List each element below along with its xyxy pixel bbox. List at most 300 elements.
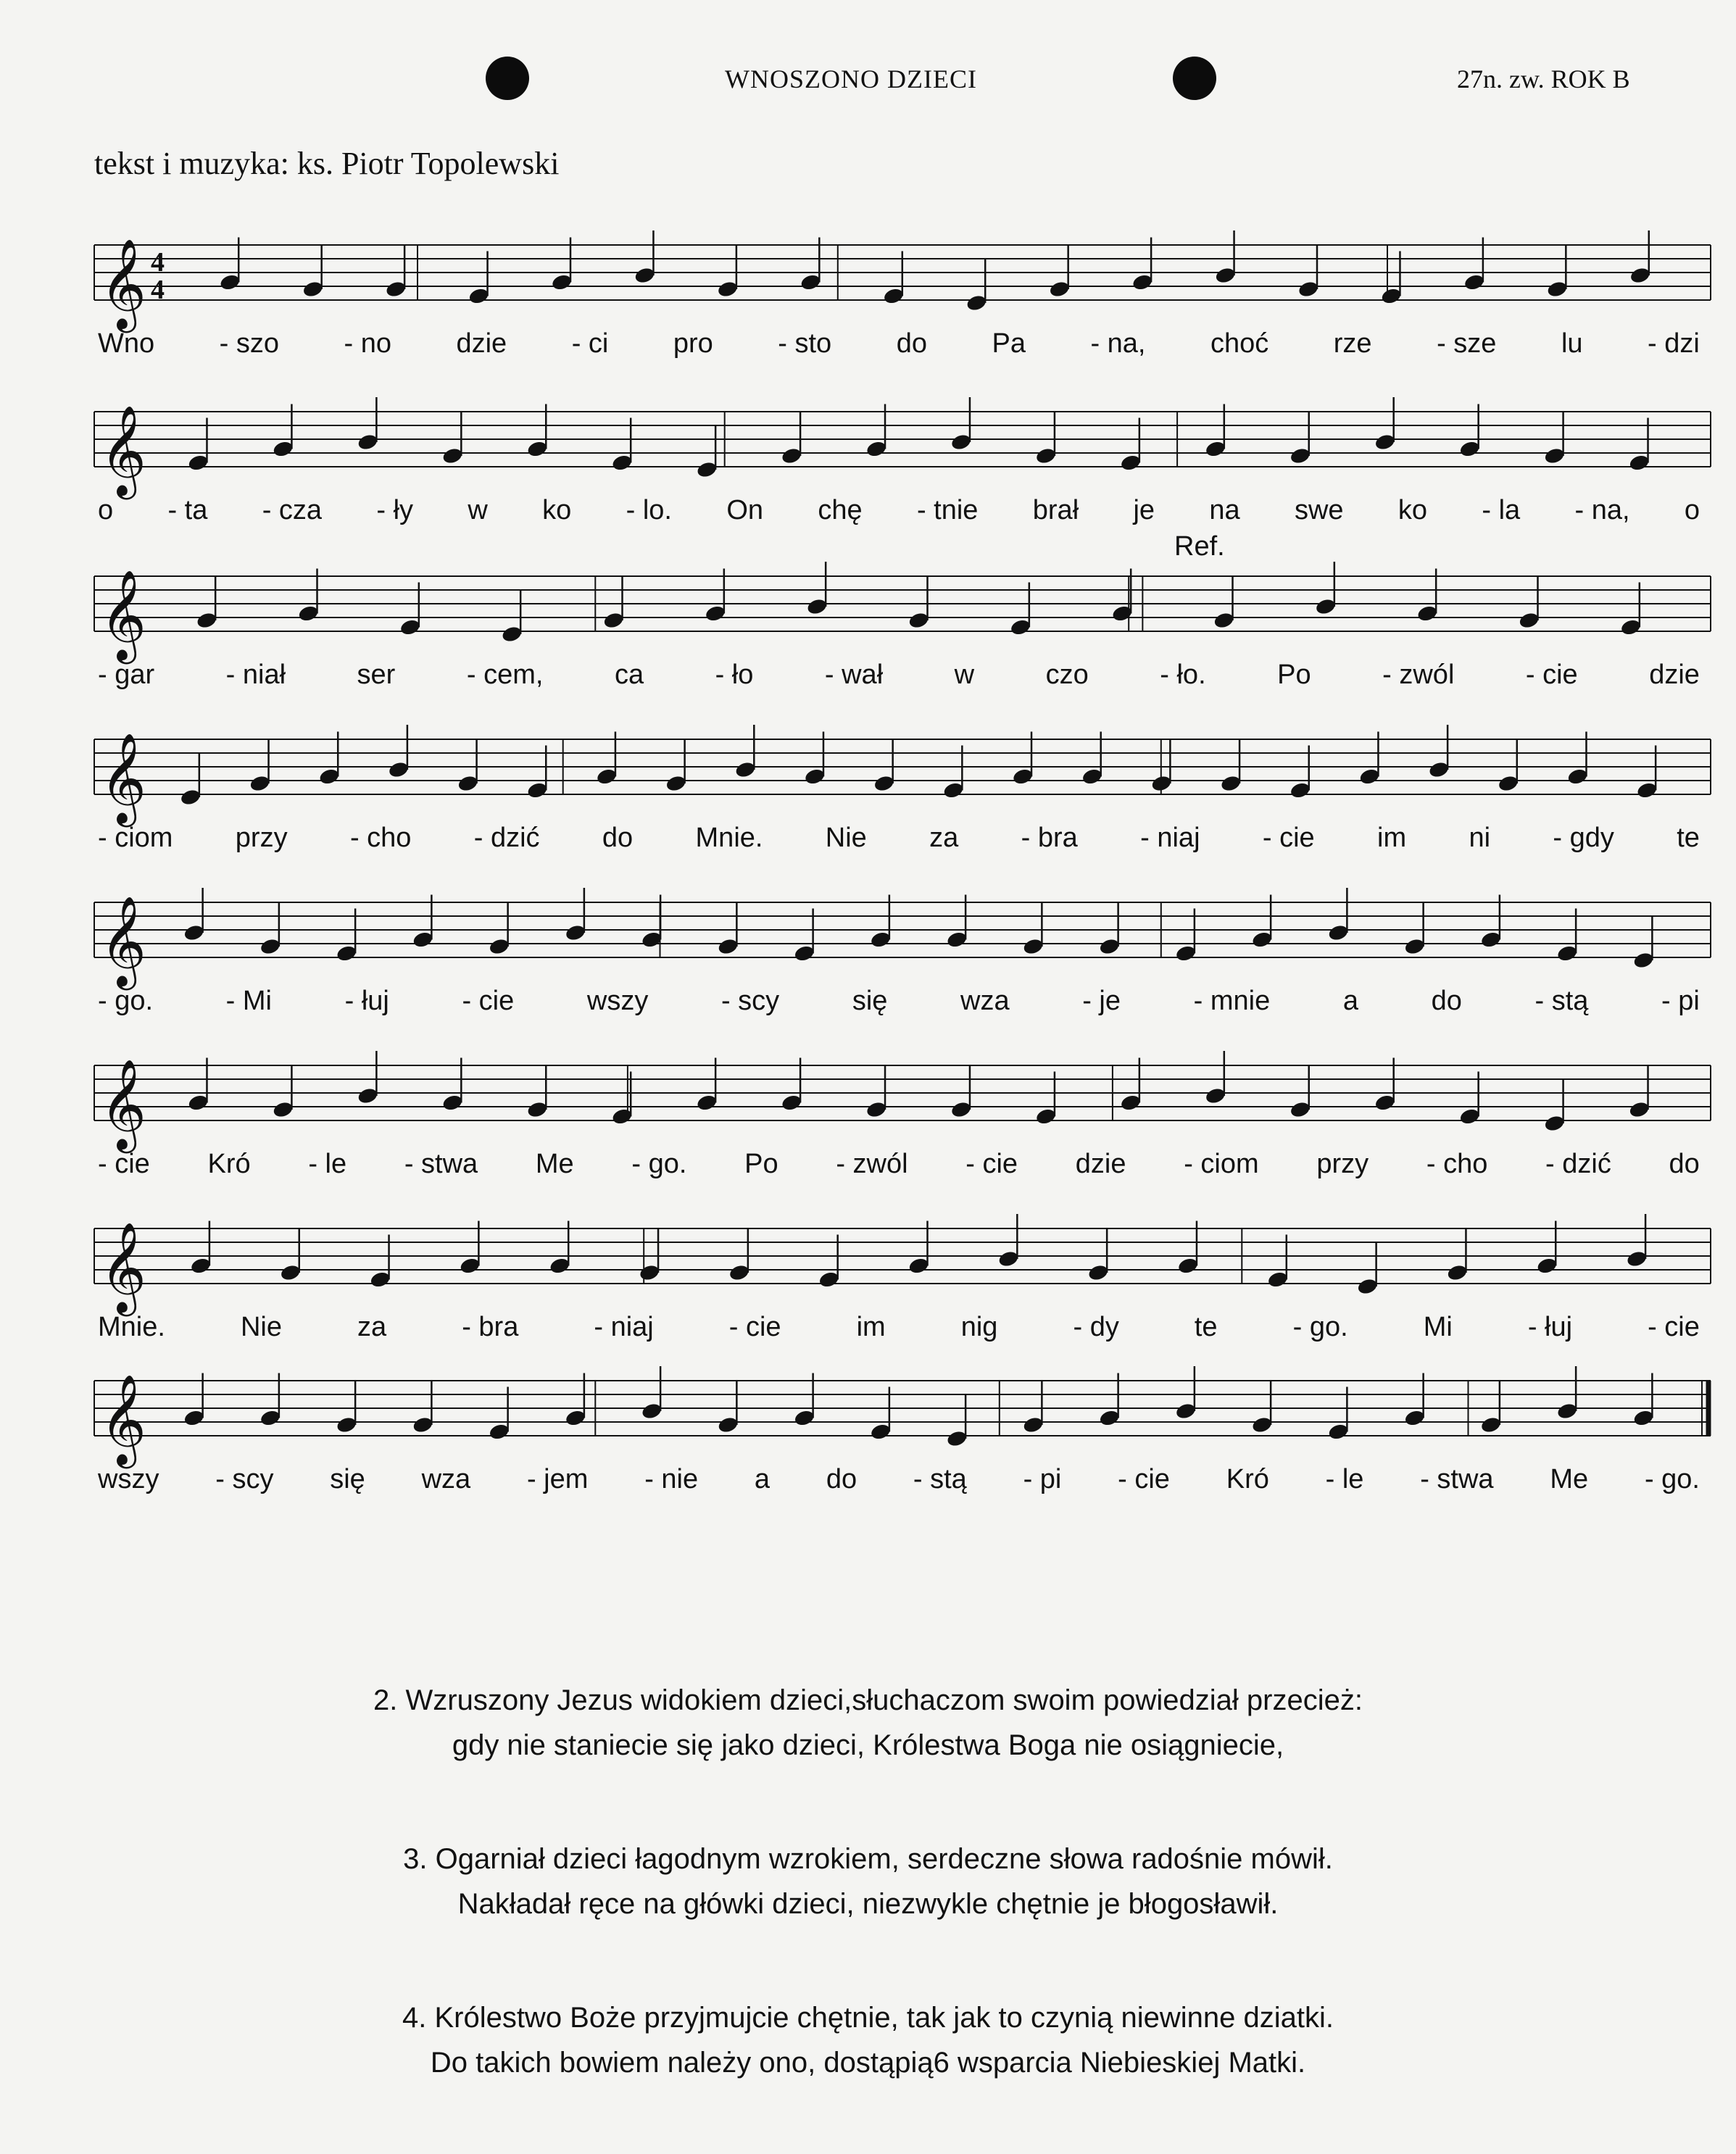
lyric-syllable: - gar (98, 660, 155, 690)
verse-line: Do takich bowiem należy ono, dostąpią6 wsparcia Niebieskiej Matki. (430, 2047, 1306, 2079)
staff (0, 725, 1736, 823)
lyric-syllable: - tnie (916, 495, 979, 525)
note-head (1022, 1415, 1044, 1434)
lyric-syllable: - ło (715, 660, 754, 690)
lyrics-line (98, 1464, 1700, 1495)
treble-clef-icon: 𝄞 (100, 1059, 146, 1149)
lyrics-line (98, 1312, 1700, 1343)
note-head (1214, 266, 1237, 285)
lyric-syllable: - dzić (473, 823, 540, 853)
lyric-syllable: - cie (1118, 1464, 1170, 1494)
lyric-syllable: - łuj (1527, 1312, 1573, 1342)
lyric-syllable: na (1209, 495, 1240, 525)
note-head (357, 433, 379, 452)
lyric-syllable: - ciom (98, 823, 173, 853)
note-head (1120, 1094, 1142, 1113)
staff (0, 230, 1736, 329)
lyric-syllable: On (726, 495, 764, 525)
verse-line: Nakładał ręce na główki dzieci, niezwykle chętnie je błogosławił. (457, 1888, 1279, 1920)
note-head (596, 768, 618, 786)
note-head (488, 1423, 510, 1442)
note-head (369, 1271, 391, 1289)
lyrics-line (98, 986, 1700, 1017)
verse-3 (0, 1837, 1736, 1926)
lyric-syllable: - le (308, 1149, 347, 1179)
lyric-syllable: brał (1032, 495, 1079, 525)
note-head (488, 937, 510, 956)
note-head (1632, 1409, 1655, 1428)
note-head (1374, 433, 1396, 452)
lyric-syllable: a (754, 1464, 771, 1494)
lyric-syllable: Po (1277, 660, 1311, 690)
note-head (781, 1094, 803, 1113)
lyric-syllable: - na, (1574, 495, 1630, 525)
treble-clef-icon: 𝄞 (100, 405, 146, 496)
note-head (272, 440, 294, 459)
lyric-syllable: dzie (1649, 660, 1700, 690)
note-head (1327, 1423, 1350, 1442)
lyric-syllable: - cie (728, 1312, 781, 1342)
note-head (602, 611, 625, 630)
note-head (1266, 1271, 1289, 1289)
lyrics-line (98, 823, 1700, 854)
lyric-syllable: - scy (720, 986, 780, 1016)
note-head (1251, 1415, 1274, 1434)
verse-2 (0, 1678, 1736, 1768)
note-head (468, 287, 490, 306)
lyric-syllable: pro (673, 328, 713, 359)
lyric-syllable: - wał (824, 660, 884, 690)
note-head (1175, 1402, 1197, 1421)
lyric-syllable: Nie (240, 1312, 282, 1342)
note-head (336, 1415, 358, 1434)
treble-clef-icon: 𝄞 (100, 1374, 146, 1465)
note-head (946, 1429, 968, 1448)
lyric-syllable: czo (1045, 660, 1089, 690)
note-head (908, 1257, 930, 1276)
note-head (1626, 1249, 1648, 1268)
note-head (1403, 1409, 1426, 1428)
note-head (870, 931, 892, 949)
note-head (1536, 1257, 1558, 1276)
lyric-syllable: ser (357, 660, 396, 690)
note-head (1546, 280, 1569, 299)
note-head (1480, 931, 1503, 949)
note-head (950, 433, 973, 452)
lyric-syllable: - go. (1292, 1312, 1348, 1342)
lyric-syllable: - go. (631, 1149, 687, 1179)
note-head (1251, 931, 1274, 949)
note-head (1315, 597, 1337, 616)
lyric-syllable: - no (344, 328, 391, 359)
note-head (196, 611, 218, 630)
lyric-syllable: - pi (1023, 1464, 1062, 1494)
note-head (1120, 454, 1142, 473)
lyric-syllable: do (896, 328, 927, 359)
lyric-syllable: swe (1294, 495, 1344, 525)
note-head (412, 931, 434, 949)
staff (0, 1051, 1736, 1149)
punch-hole-left (486, 57, 529, 100)
note-head (551, 273, 573, 292)
note-head (1480, 1415, 1503, 1434)
lyric-syllable: im (856, 1312, 886, 1342)
lyric-syllable: je (1133, 495, 1155, 525)
note-head (279, 1263, 302, 1282)
note-head (501, 625, 523, 644)
lyric-syllable: - stą (913, 1464, 967, 1494)
lyric-syllable: - niał (225, 660, 286, 690)
note-head (873, 774, 895, 793)
note-head (908, 611, 930, 630)
note-head (1356, 1277, 1379, 1296)
lyric-syllable: - stą (1534, 986, 1589, 1016)
staff-system-3 (0, 562, 1736, 699)
lyric-syllable: - niaj (1140, 823, 1200, 853)
note-head (1289, 446, 1311, 465)
lyric-syllable: - cie (1525, 660, 1578, 690)
note-head (1081, 768, 1103, 786)
lyric-syllable: - cie (1648, 1312, 1700, 1342)
lyric-syllable: ni (1469, 823, 1491, 853)
lyric-syllable: - ły (376, 495, 414, 525)
note-head (611, 454, 634, 473)
lyric-syllable: za (357, 1312, 387, 1342)
lyric-syllable: - cho (1426, 1149, 1488, 1179)
note-head (1458, 1107, 1481, 1126)
staff-system-4 (0, 725, 1736, 862)
lyric-syllable: w (954, 660, 975, 690)
note-head (183, 1409, 205, 1428)
note-head (1636, 781, 1658, 800)
lyric-syllable: - je (1082, 986, 1121, 1016)
note-head (818, 1271, 840, 1289)
note-head (190, 1257, 212, 1276)
lyric-syllable: - gdy (1553, 823, 1614, 853)
note-head (639, 1263, 661, 1282)
lyric-syllable: - cie (1262, 823, 1315, 853)
note-head (1289, 1100, 1311, 1119)
lyric-syllable: - pi (1661, 986, 1700, 1016)
note-head (297, 604, 320, 623)
note-head (1632, 951, 1655, 970)
lyric-syllable: - na, (1090, 328, 1146, 359)
note-head (717, 280, 739, 299)
time-signature: 4 (151, 247, 165, 278)
note-head (1175, 944, 1197, 963)
note-head (1518, 611, 1540, 630)
verse-4 (0, 1995, 1736, 2085)
punch-hole-right (1173, 57, 1216, 100)
note-head (1177, 1257, 1200, 1276)
lyric-syllable: dzie (456, 328, 507, 359)
lyric-syllable: Mi (1423, 1312, 1453, 1342)
treble-clef-icon: 𝄞 (100, 238, 146, 329)
note-head (318, 768, 341, 786)
note-head (565, 923, 587, 942)
staff (0, 562, 1736, 660)
note-head (1205, 440, 1227, 459)
lyrics-line (98, 495, 1700, 526)
note-head (187, 1094, 209, 1113)
lyric-syllable: wszy (586, 986, 649, 1016)
note-head (441, 1094, 464, 1113)
note-head (388, 760, 410, 779)
note-head (865, 1100, 888, 1119)
note-head (1035, 1107, 1058, 1126)
verse-line: gdy nie staniecie się jako dzieci, Królestwa Boga nie osiągniecie, (452, 1729, 1284, 1761)
note-head (717, 1415, 739, 1434)
note-head (634, 266, 656, 285)
note-head (399, 618, 422, 637)
lyric-syllable: Kró (1226, 1464, 1269, 1494)
lyric-syllable: - sto (778, 328, 832, 359)
lyric-syllable: - lo. (626, 495, 672, 525)
note-head (1446, 1263, 1469, 1282)
note-head (942, 781, 965, 800)
note-head (1098, 937, 1121, 956)
note-head (565, 1409, 587, 1428)
note-head (1358, 768, 1381, 786)
lyric-syllable: - ta (167, 495, 208, 525)
note-head (259, 1409, 282, 1428)
staff (0, 1366, 1736, 1465)
note-head (457, 774, 479, 793)
lyric-syllable: - stwa (1420, 1464, 1494, 1494)
lyric-syllable: chę (818, 495, 863, 525)
note-head (385, 280, 407, 299)
note-head (1543, 446, 1566, 465)
note-head (183, 923, 205, 942)
lyric-syllable: za (929, 823, 959, 853)
note-head (1022, 937, 1044, 956)
lyric-syllable: do (1431, 986, 1462, 1016)
lyric-syllable: - mnie (1193, 986, 1271, 1016)
staff (0, 397, 1736, 496)
note-head (1498, 774, 1520, 793)
note-head (1297, 280, 1320, 299)
lyric-syllable: - cie (98, 1149, 150, 1179)
author-credit: tekst i muzyka: ks. Piotr Topolewski (94, 146, 560, 181)
lyric-syllable: - cem, (466, 660, 544, 690)
note-head (865, 440, 888, 459)
lyric-syllable: - ciom (1184, 1149, 1259, 1179)
lyric-syllable: o (98, 495, 114, 525)
lyric-syllable: - jem (526, 1464, 589, 1494)
note-head (412, 1415, 434, 1434)
note-head (1327, 923, 1350, 942)
lyric-syllable: nig (960, 1312, 998, 1342)
treble-clef-icon: 𝄞 (100, 896, 146, 986)
staff-system-1 (0, 230, 1736, 368)
note-head (793, 944, 815, 963)
note-head (1213, 611, 1235, 630)
staff-system-5 (0, 888, 1736, 1026)
note-head (1012, 768, 1034, 786)
note-head (1428, 760, 1450, 779)
note-head (734, 760, 757, 779)
lyric-syllable: - niaj (594, 1312, 654, 1342)
note-head (336, 944, 358, 963)
note-head (882, 287, 905, 306)
lyric-syllable: - łuj (344, 986, 389, 1016)
lyric-syllable: - zwól (836, 1149, 908, 1179)
lyric-syllable: - la (1482, 495, 1521, 525)
note-head (806, 597, 828, 616)
lyric-syllable: - dy (1073, 1312, 1119, 1342)
staff-system-7 (0, 1214, 1736, 1352)
lyric-syllable: - ci (571, 328, 609, 359)
lyric-syllable: lu (1561, 328, 1583, 359)
note-head (459, 1257, 481, 1276)
lyric-syllable: ca (614, 660, 644, 690)
note-head (641, 1402, 663, 1421)
note-head (946, 931, 968, 949)
staff-system-6 (0, 1051, 1736, 1189)
note-head (1628, 1100, 1650, 1119)
note-head (705, 604, 727, 623)
note-head (696, 460, 718, 479)
lyrics-line (98, 1149, 1700, 1180)
note-head (526, 781, 549, 800)
lyric-syllable: ko (542, 495, 572, 525)
treble-clef-icon: 𝄞 (100, 570, 146, 660)
note-head (219, 273, 241, 292)
note-head (272, 1100, 294, 1119)
lyric-syllable: przy (235, 823, 288, 853)
lyric-syllable: te (1677, 823, 1700, 853)
lyric-syllable: Nie (825, 823, 867, 853)
note-head (1010, 618, 1032, 637)
lyric-syllable: - dzi (1648, 328, 1700, 359)
liturgical-code: 27n. zw. ROK B (1457, 65, 1630, 93)
lyrics-line (98, 328, 1700, 359)
lyric-syllable: choć (1210, 328, 1269, 359)
lyric-syllable: wza (421, 1464, 471, 1494)
lyric-syllable: - go. (98, 986, 154, 1016)
lyric-syllable: - Mi (225, 986, 272, 1016)
note-head (696, 1094, 718, 1113)
lyric-syllable: - scy (215, 1464, 274, 1494)
lyric-syllable: - le (1325, 1464, 1364, 1494)
song-title: WNOSZONO DZIECI (725, 65, 977, 93)
lyric-syllable: - cza (262, 495, 323, 525)
note-head (302, 280, 324, 299)
lyric-syllable: - stwa (404, 1149, 478, 1179)
lyric-syllable: do (602, 823, 634, 853)
treble-clef-icon: 𝄞 (100, 733, 146, 823)
lyric-syllable: - sze (1437, 328, 1497, 359)
note-head (1416, 604, 1439, 623)
note-head (357, 1086, 379, 1105)
lyric-syllable: Me (1550, 1464, 1589, 1494)
lyric-syllable: a (1342, 986, 1358, 1016)
lyric-syllable: w (468, 495, 488, 525)
note-head (870, 1423, 892, 1442)
note-head (259, 937, 282, 956)
lyric-syllable: - ło. (1160, 660, 1206, 690)
note-head (611, 1107, 634, 1126)
lyric-syllable: - bra (462, 1312, 519, 1342)
lyric-syllable: wza (960, 986, 1010, 1016)
lyric-syllable: - bra (1021, 823, 1078, 853)
lyric-syllable: Wno (98, 328, 155, 359)
lyric-syllable: wszy (98, 1464, 159, 1494)
lyric-syllable: im (1377, 823, 1407, 853)
note-head (1131, 273, 1154, 292)
refrain-label: Ref. (1174, 531, 1225, 562)
note-head (1035, 446, 1058, 465)
note-head (997, 1249, 1020, 1268)
note-head (950, 1100, 973, 1119)
lyric-syllable: do (1669, 1149, 1700, 1179)
lyric-syllable: - zwól (1382, 660, 1455, 690)
lyric-syllable: - cie (462, 986, 515, 1016)
note-head (1150, 774, 1173, 793)
verse-line: 4. Królestwo Boże przyjmujcie chętnie, tak jak to czynią niewinne dziatki. (402, 2002, 1334, 2034)
note-head (1543, 1114, 1566, 1133)
note-head (1087, 1263, 1110, 1282)
note-head (441, 446, 464, 465)
staff-system-8 (0, 1366, 1736, 1504)
lyrics-line (98, 660, 1700, 691)
treble-clef-icon: 𝄞 (100, 1222, 146, 1313)
note-head (665, 774, 687, 793)
note-head (1458, 440, 1481, 459)
note-head (1205, 1086, 1227, 1105)
lyric-syllable: - cie (965, 1149, 1018, 1179)
note-head (1380, 287, 1403, 306)
lyric-syllable: Po (744, 1149, 778, 1179)
staff-system-2 (0, 397, 1736, 535)
lyric-syllable: rze (1333, 328, 1372, 359)
lyric-syllable: - dzić (1545, 1149, 1611, 1179)
note-head (1403, 937, 1426, 956)
lyric-syllable: Mnie. (695, 823, 763, 853)
note-head (526, 440, 549, 459)
lyric-syllable: te (1194, 1312, 1218, 1342)
lyric-syllable: do (826, 1464, 857, 1494)
note-head (800, 273, 822, 292)
verses-section (0, 1678, 1736, 2154)
note-head (1463, 273, 1486, 292)
note-head (1220, 774, 1242, 793)
note-head (1111, 604, 1134, 623)
lyric-syllable: o (1684, 495, 1700, 525)
lyric-syllable: - nie (644, 1464, 699, 1494)
note-head (1048, 280, 1071, 299)
note-head (1098, 1409, 1121, 1428)
note-head (1629, 266, 1651, 285)
lyric-syllable: się (330, 1464, 365, 1494)
lyric-syllable: ko (1397, 495, 1428, 525)
lyric-syllable: Kró (207, 1149, 251, 1179)
note-head (180, 788, 202, 807)
note-head (526, 1100, 549, 1119)
lyric-syllable: - go. (1644, 1464, 1700, 1494)
note-head (1566, 768, 1589, 786)
note-head (1374, 1094, 1396, 1113)
verse-line: 3. Ogarniał dzieci łagodnym wzrokiem, serdeczne słowa radośnie mówił. (403, 1843, 1333, 1875)
lyric-syllable: - szo (219, 328, 279, 359)
staff (0, 888, 1736, 986)
staff (0, 1214, 1736, 1313)
lyric-syllable: Me (535, 1149, 574, 1179)
lyric-syllable: - cho (349, 823, 412, 853)
lyric-syllable: się (852, 986, 888, 1016)
note-head (1556, 1402, 1579, 1421)
time-signature: 4 (151, 275, 165, 305)
